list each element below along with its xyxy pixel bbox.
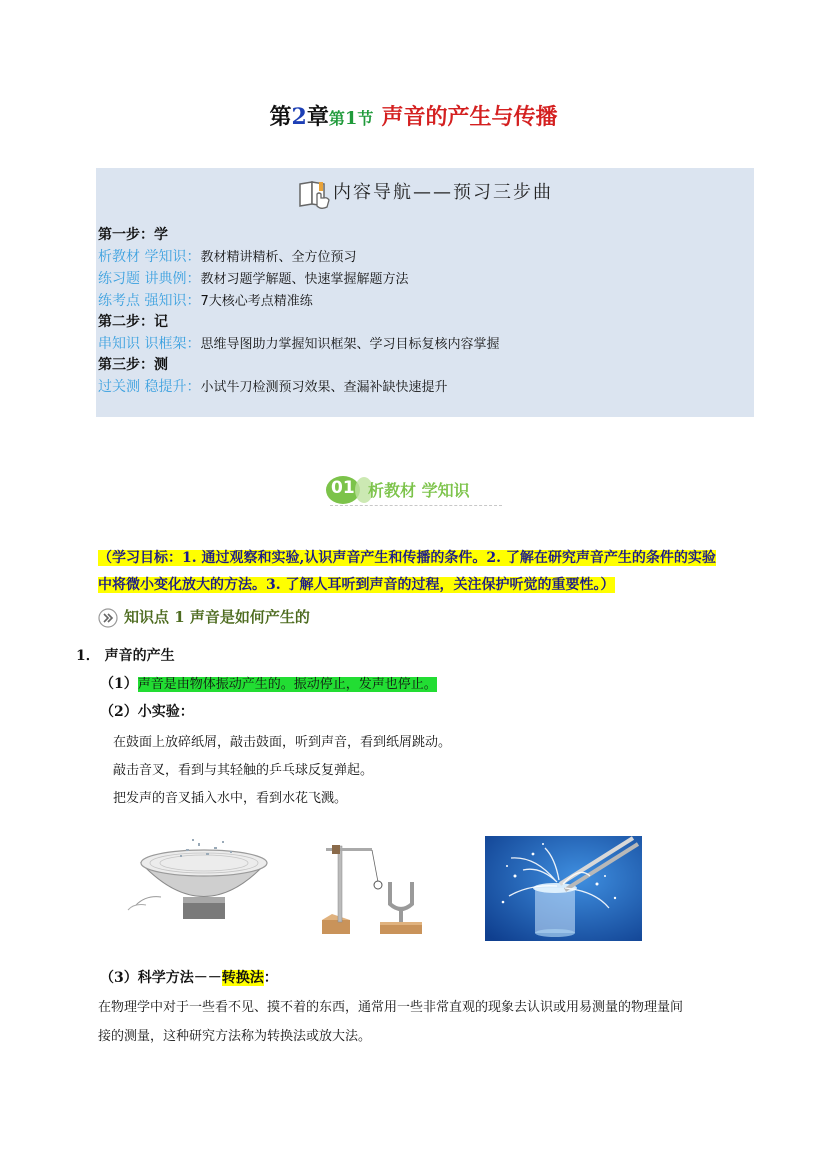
page-title: 第2章第1节 声音的产生与传播 xyxy=(269,104,558,130)
experiment-text: 敲击音叉，看到与其轻触的乒乓球反复弹起。 xyxy=(113,763,374,778)
nav-heading: 内容导航——预习三步曲 xyxy=(96,176,754,210)
method-paragraph-line1: 在物理学中对于一些看不见、摸不着的东西，通常用一些非常直观的现象去认识或用易测量的物理量间 xyxy=(98,1000,684,1015)
water-splash-figure xyxy=(485,836,642,941)
section-heading: 1． 声音的产生 xyxy=(76,648,175,664)
nav-row: 串知识 识框架：思维导图助力掌握知识框架、学习目标复核内容掌握 xyxy=(98,336,500,352)
objectives-line2: 中将微小变化放大的方法。3. 了解人耳听到声音的过程，关注保护听觉的重要性。） xyxy=(98,577,615,593)
step2-title: 第二步：记 xyxy=(98,314,168,330)
knowledge-point-heading: 知识点 1 声音是如何产生的 xyxy=(98,606,310,628)
item2-label: （2）小实验： xyxy=(100,704,194,720)
drum-figure xyxy=(126,835,276,935)
nav-row: 练考点 强知识：7大核心考点精准练 xyxy=(98,293,313,309)
step1-title: 第一步：学 xyxy=(98,227,168,243)
item3: （3）科学方法－－转换法： xyxy=(100,970,278,986)
nav-row: 析教材 学知识：教材精讲精析、全方位预习 xyxy=(98,249,357,265)
step3-title: 第三步：测 xyxy=(98,357,168,373)
tuning-fork-figure xyxy=(318,838,428,938)
nav-row: 过关测 稳提升：小试牛刀检测预习效果、查漏补缺快速提升 xyxy=(98,379,448,395)
objectives-line1: （学习目标：1. 通过观察和实验,认识声音产生和传播的条件。2. 了解在研究声音产生的条件的实验 xyxy=(98,550,716,566)
double-chevron-icon xyxy=(98,608,118,628)
nav-row: 练习题 讲典例：教材习题学解题、快速掌握解题方法 xyxy=(98,271,409,287)
badge-underline xyxy=(330,505,502,506)
method-paragraph-line2: 接的测量，这种研究方法称为转换法或放大法。 xyxy=(98,1029,372,1044)
book-pointer-icon xyxy=(297,176,331,210)
experiment-text: 在鼓面上放碎纸屑，敲击鼓面，听到声音，看到纸屑跳动。 xyxy=(113,735,452,750)
badge-label: 析教材 学知识 xyxy=(368,481,470,500)
badge-number: 01 xyxy=(331,478,355,498)
experiment-text: 把发声的音叉插入水中，看到水花飞溅。 xyxy=(113,791,348,806)
item1: （1）声音是由物体振动产生的。振动停止，发声也停止。 xyxy=(100,676,437,692)
